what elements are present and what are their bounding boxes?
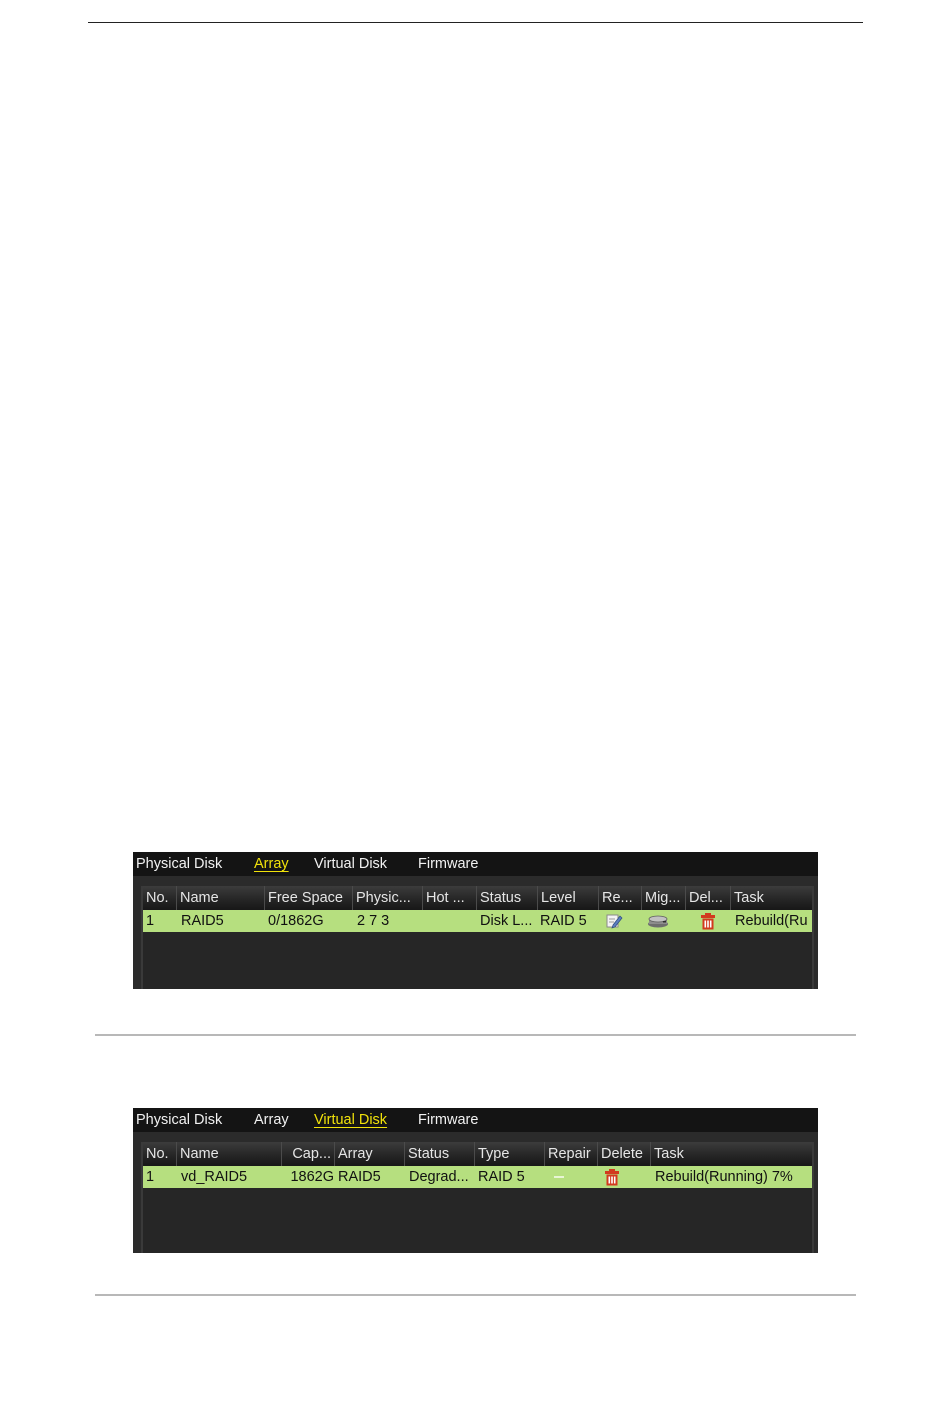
- cell-task: Rebuild(Ru: [735, 913, 808, 929]
- column-header-capacity[interactable]: Cap...: [282, 1142, 335, 1166]
- cell-status: Disk L...: [480, 913, 533, 929]
- cell-free-space: 0/1862G: [268, 913, 324, 929]
- array-table: [141, 886, 814, 989]
- tab-firmware[interactable]: Firmware: [418, 1112, 479, 1128]
- repair-button[interactable]: [545, 1166, 598, 1188]
- tab-array[interactable]: Array: [254, 856, 289, 872]
- column-header-array[interactable]: Array: [335, 1142, 405, 1166]
- cell-hot-spare: [423, 910, 477, 932]
- column-header-type[interactable]: Type: [475, 1142, 545, 1166]
- page-header-rule: [88, 22, 863, 23]
- cell-no: 1: [146, 1169, 155, 1185]
- migrate-icon: [645, 913, 671, 929]
- table-header: [143, 886, 812, 910]
- column-header-status[interactable]: Status: [405, 1142, 475, 1166]
- column-header-task[interactable]: Task: [654, 1146, 684, 1162]
- edit-icon: [605, 913, 623, 929]
- rebuild-button[interactable]: [599, 910, 642, 932]
- table-row[interactable]: [143, 1166, 812, 1188]
- cell-capacity: 1862G: [290, 1169, 334, 1185]
- cell-no: 1: [146, 913, 155, 929]
- column-header-delete[interactable]: Delete: [598, 1142, 651, 1166]
- tab-bar: [133, 852, 818, 876]
- column-header-hot-spare[interactable]: Hot ...: [423, 886, 477, 910]
- cell-name: vd_RAID5: [181, 1169, 248, 1185]
- virtual-disk-panel: [133, 1108, 818, 1253]
- migrate-button[interactable]: [642, 910, 686, 932]
- cell-status: Degrad...: [409, 1169, 469, 1185]
- column-header-migrate[interactable]: Mig...: [642, 886, 686, 910]
- table-header: [143, 1142, 812, 1166]
- column-header-physical-disk[interactable]: Physic...: [353, 886, 423, 910]
- cell-type: RAID 5: [478, 1169, 525, 1185]
- array-panel: [133, 852, 818, 989]
- trash-icon: [700, 913, 716, 930]
- trash-icon: [604, 1169, 620, 1186]
- cell-task: Rebuild(Running) 7%: [655, 1169, 793, 1185]
- column-header-free-space[interactable]: Free Space: [265, 886, 353, 910]
- column-header-status[interactable]: Status: [477, 886, 538, 910]
- tab-bar: [133, 1108, 818, 1132]
- tab-physical-disk[interactable]: Physical Disk: [136, 856, 223, 872]
- tab-firmware[interactable]: Firmware: [418, 856, 479, 872]
- section-divider: [95, 1034, 856, 1036]
- column-header-name[interactable]: Name: [177, 1142, 282, 1166]
- cell-array: RAID5: [338, 1169, 381, 1185]
- column-header-level[interactable]: Level: [538, 886, 599, 910]
- column-header-rebuild[interactable]: Re...: [599, 886, 642, 910]
- column-header-delete[interactable]: Del...: [686, 886, 731, 910]
- delete-button[interactable]: [686, 910, 731, 932]
- cell-name: RAID5: [181, 913, 224, 929]
- tab-physical-disk[interactable]: Physical Disk: [136, 1112, 223, 1128]
- column-header-repair[interactable]: Repair: [545, 1142, 598, 1166]
- tab-virtual-disk[interactable]: Virtual Disk: [314, 856, 388, 872]
- column-header-no[interactable]: No.: [143, 886, 177, 910]
- tab-virtual-disk[interactable]: Virtual Disk: [314, 1112, 388, 1128]
- table-row[interactable]: [143, 910, 812, 932]
- delete-button[interactable]: [598, 1166, 651, 1188]
- column-header-task[interactable]: Task: [734, 890, 764, 906]
- section-divider: [95, 1294, 856, 1296]
- column-header-name[interactable]: Name: [177, 886, 265, 910]
- virtual-disk-table: [141, 1142, 814, 1253]
- column-header-no[interactable]: No.: [143, 1142, 177, 1166]
- dash-icon: [554, 1176, 564, 1178]
- cell-level: RAID 5: [540, 913, 587, 929]
- tab-array[interactable]: Array: [254, 1112, 289, 1128]
- cell-physical-disk: 2 7 3: [357, 913, 390, 929]
